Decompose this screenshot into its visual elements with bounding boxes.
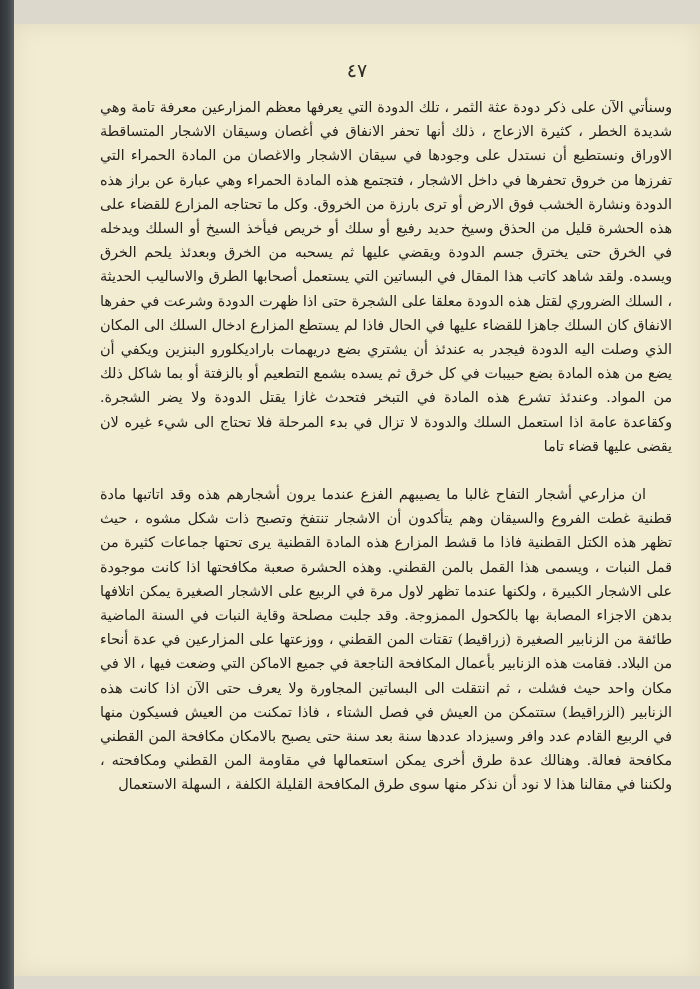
article-body	[100, 96, 672, 798]
page-number: ٤٧	[346, 60, 368, 82]
book-binding-edge	[0, 0, 14, 989]
paragraph-codling-moth: وسنأتي الآن على ذكر دودة عثة الثمر ، تلك الدودة التي يعرفها معظم المزارعين معرفة تامة وهي شديدة الخطر ، كثيرة الازعاج ، ذلك أنها تحفر الانفاق في أغصان وسيقان الاشجار المتساقطة الاوراق ونستطيع أن نستدل على وجودها في سيقان الاشجار والاغصان من المادة الحمراء التي تفرزها من خروق تحفرها في داخل الاشجار ، فتجتمع هذه المادة الحمراء وهي عبارة عن براز هذه الدودة ونشارة الخشب فوق الارض أو ترى بارزة من الخروق. وكل ما تحتاجه المزارع للقضاء على هذه الحشرة قليل من الحذق وسيخ حديد رفيع أو سلك أو خريص فيأخذ السيخ أو السلك ويدخله في الخرق حتى يخترق جسم الدودة ويقضي عليها ثم يسحبه من الخرق وبعدئذ يلحم الخرق ويسده. ولقد شاهد كاتب هذا المقال في البساتين التي يستعمل أصحابها الطرق والاساليب الحديثة ، السلك الضروري لقتل هذه الدودة معلقا على الشجرة حتى اذا ظهرت الدودة وشرعت في حفرها الانفاق كان السلك جاهزا للقضاء عليها في الحال فاذا لم يستطع المزارع ادخال السلك الى المكان الذي وصلت اليه الدودة فيجدر به عندئذ أن يشتري بضع دريهمات باراديكلورو البنزين ويكفي أن يضع من هذه المادة بضع حبيبات في كل خرق ثم يسده بشمع التطعيم أو بالزفتة أو بما شاكل ذلك من المواد. وعندئذ تشرع هذه المادة في التبخر فتحدث غازا يقتل الدودة ولا يضر الشجرة. وكقاعدة عامة اذا استعمل السلك والدودة لا تزال في بدء المرحلة فلا تحتاج الى شيء غيره لان يقضى عليها قضاء تاما	[100, 100, 672, 455]
paragraph-woolly-aphid: ان مزارعي أشجار التفاح غالبا ما يصيبهم الفزع عندما يرون أشجارهم هذه وقد اتاتبها مادة قطنية غطت الفروع والسيقان وهم يتأكدون أن الاشجار تنتفخ وتصبح ذات شكل مشوه ، حيث تظهر هذه الكتل القطنية فاذا ما قشط المزارع هذه المادة القطنية يرى تحتها جماعات كثيرة من قمل النبات ، ويسمى هذا القمل بالمن القطني. وهذه الحشرة صعبة مكافحتها اذا كانت موجودة على الاشجار الكبيرة ، ولكنها عندما تظهر لاول مرة في الربيع على الاشجار الصغيرة يمكن اتلافها بدهن الاجزاء المصابة بها بالكحول الممزوجة. وقد جلبت مصلحة وقاية النبات في السنة الماضية طائفة من الزنابير الصغيرة (زراقيط) تقتات المن القطني ، ووزعتها على المزارعين في عدة أنحاء من البلاد. فقامت هذه الزنابير بأعمال المكافحة الناجعة في جميع الاماكن التي وضعت فيها ، الا في مكان واحد حيث فشلت ، ثم انتقلت الى البساتين المجاورة ولا يعرف حتى الآن اذا كانت هذه الزنابير (الزراقيط) ستتمكن من العيش في فصل الشتاء ، فاذا تمكنت من العيش فسيكون منها في الربيع القادم عدد وافر وسيزداد عددها سنة بعد سنة حتى يصبح بالامكان مكافحة المن القطني مكافحة فعالة. وهنالك عدة طرق أخرى يمكن استعمالها في مقاومة المن القطني ومكافحته ، ولكننا في مقالنا هذا لا نود أن نذكر منها سوى طرق المكافحة القليلة الكلفة ، السهلة الاستعمال	[100, 487, 672, 794]
paper-sheet	[14, 24, 700, 976]
